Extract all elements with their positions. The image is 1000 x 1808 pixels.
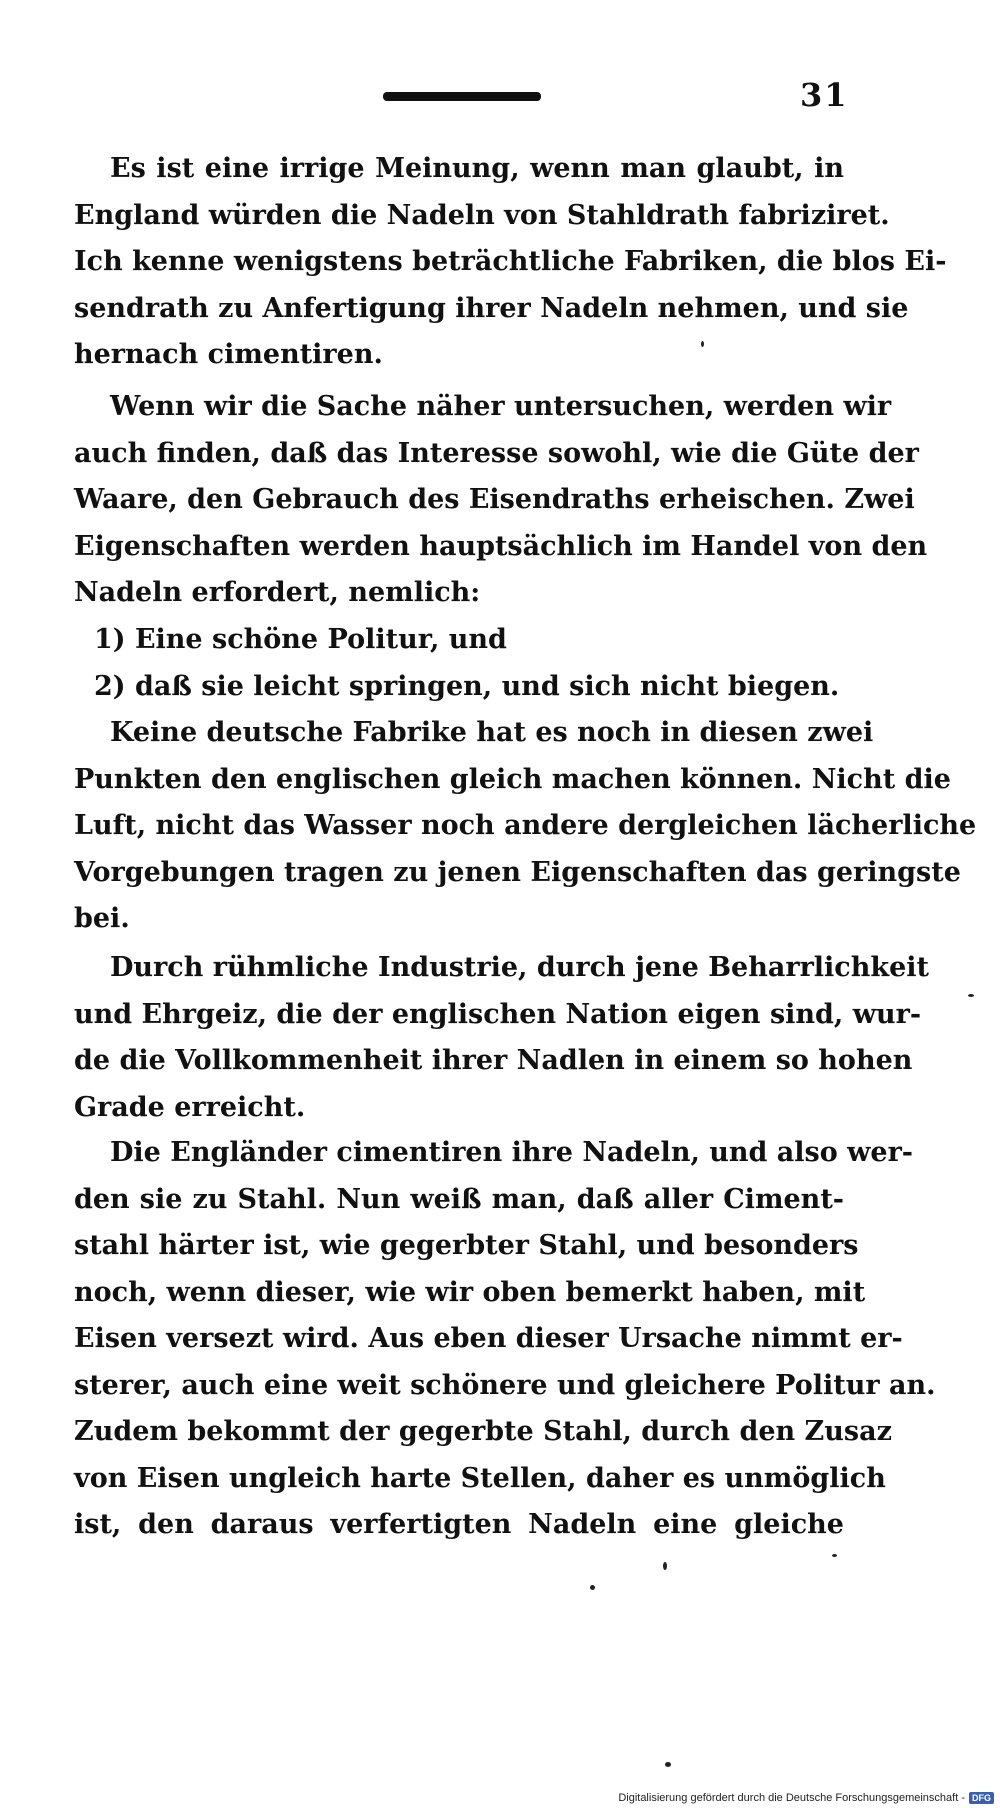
scan-speck [665, 1762, 671, 1767]
text-line: Keine deutsche Fabrike hat es noch in diesen zwei [110, 717, 874, 748]
text-line: Ich kenne wenigstens beträchtliche Fabriken, die blos Ei- [74, 246, 947, 277]
text-line: Vorgebungen tragen zu jenen Eigenschaften das geringste [74, 856, 961, 888]
text-line: Es ist eine irrige Meinung, wenn man glaubt, in [110, 153, 844, 184]
text-line: Eisen versezt wird. Aus eben dieser Ursache nimmt er- [74, 1323, 903, 1354]
text-line: und Ehrgeiz, die der englischen Nation eigen sind, wur- [74, 998, 922, 1030]
text-line: ist, den daraus verfertigten Nadeln eine gleiche [74, 1509, 844, 1540]
footer-credit-text: Digitalisierung gefördert durch die Deutsche Forschungsgemeinschaft - [618, 1792, 965, 1804]
numbered-list [74, 617, 844, 710]
text-line: Durch rühmliche Industrie, durch jene Beharrlichkeit [110, 952, 929, 983]
text-line: Punkten den englischen gleich machen können. Nicht die [74, 763, 951, 795]
paragraph-5 [74, 1130, 936, 1549]
text-line: auch finden, daß das Interesse sowohl, wie die Güte der [74, 437, 919, 469]
text-line: Wenn wir die Sache näher untersuchen, werden wir [110, 391, 892, 422]
footer-credit [618, 1792, 994, 1804]
scan-speck [663, 1562, 667, 1570]
scan-speck [701, 341, 704, 347]
scan-speck [832, 1554, 837, 1557]
text-line: Eigenschaften werden hauptsächlich im Handel von den [74, 530, 928, 562]
text-line: Grade erreicht. [74, 1091, 306, 1123]
scan-speck [590, 1585, 595, 1590]
text-line: von Eisen ungleich harte Stellen, daher es unmöglich [74, 1462, 886, 1494]
text-line: hernach cimentiren. [74, 339, 383, 370]
paragraph-1 [74, 146, 947, 379]
text-line: de die Vollkommenheit ihrer Nadlen in einem so hohen [74, 1045, 913, 1076]
text-line: den sie zu Stahl. Nun weiß man, daß aller Ciment- [74, 1183, 844, 1215]
list-item: 1) Eine schöne Politur, und [94, 624, 507, 655]
text-line: Waare, den Gebrauch des Eisendraths erheischen. Zwei [74, 484, 915, 515]
text-line: sendrath zu Anfertigung ihrer Nadeln nehmen, und sie [74, 292, 909, 324]
text-line: noch, wenn dieser, wie wir oben bemerkt haben, mit [74, 1276, 866, 1308]
header-rule [383, 92, 541, 101]
scan-speck [968, 994, 974, 997]
list-item: 2) daß sie leicht springen, und sich nicht biegen. [94, 670, 840, 702]
text-line: England würden die Nadeln von Stahldrath fabriziret. [74, 199, 890, 231]
paragraph-3 [74, 710, 977, 943]
page-number: 31 [800, 76, 849, 114]
text-line: Die Engländer cimentiren ihre Nadeln, und also wer- [110, 1137, 913, 1168]
dfg-logo: DFG [969, 1792, 994, 1804]
paragraph-2 [74, 384, 928, 617]
text-line: Luft, nicht das Wasser noch andere dergleichen lächerliche [74, 810, 977, 841]
text-line: Nadeln erfordert, nemlich: [74, 577, 481, 608]
text-line: bei. [74, 903, 130, 934]
paragraph-4 [74, 945, 929, 1131]
text-line: stahl härter ist, wie gegerbter Stahl, und besonders [74, 1230, 859, 1261]
text-line: Zudem bekommt der gegerbte Stahl, durch den Zusaz [74, 1416, 892, 1447]
text-line: sterer, auch eine weit schönere und gleichere Politur an. [74, 1369, 936, 1401]
